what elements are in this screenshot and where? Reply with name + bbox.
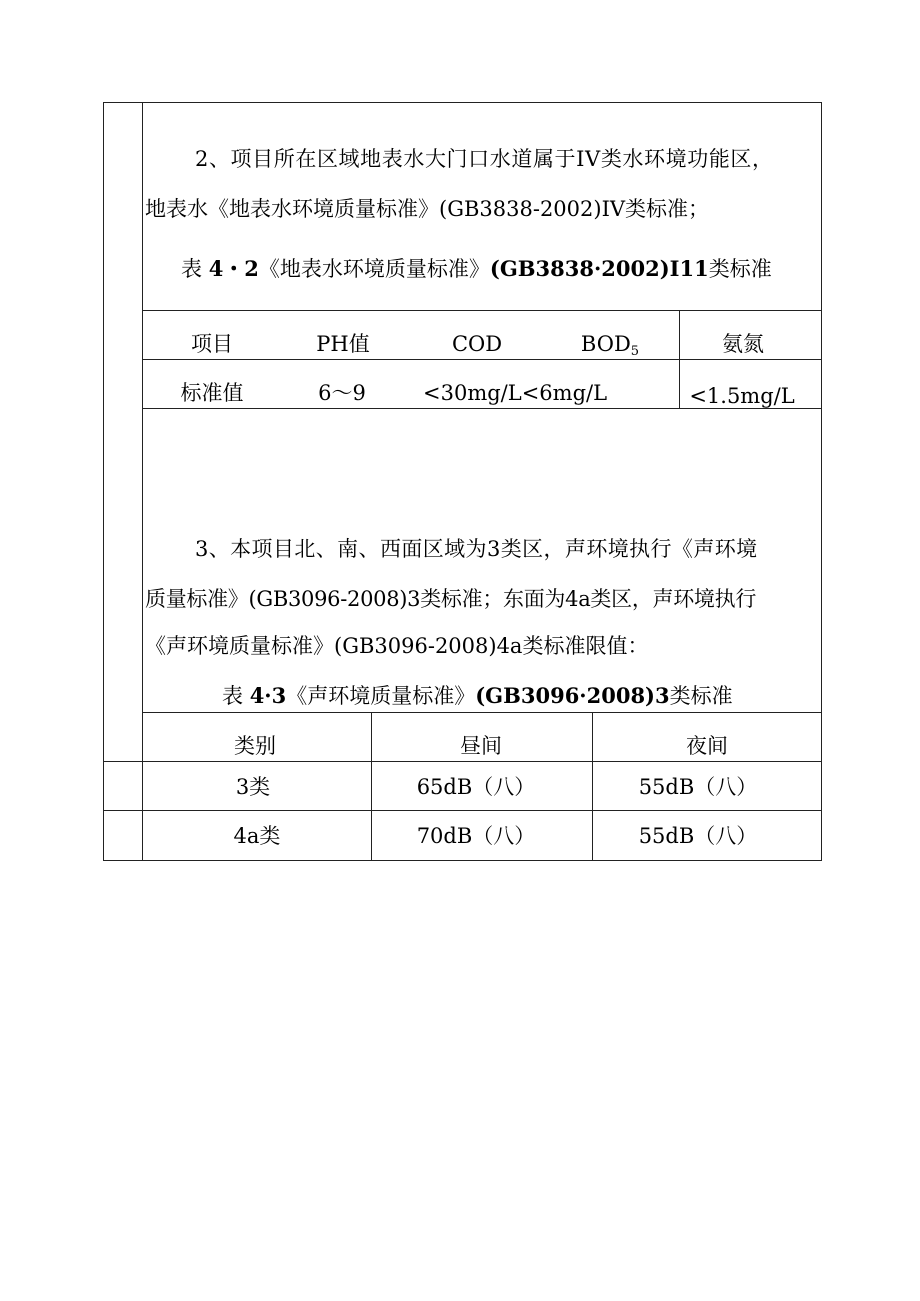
section2-paragraph-line2: 地表水《地表水环境质量标准》(GB3838-2002)IV类标准； bbox=[145, 197, 710, 221]
noise-header-category: 类别 bbox=[234, 734, 276, 758]
noise-table-row-border-1 bbox=[103, 761, 822, 762]
water-table-title bbox=[181, 258, 772, 280]
noise-table-row-border-2 bbox=[103, 810, 822, 811]
noise-table-standard-code: (GB3096·2008)3 bbox=[475, 683, 670, 708]
water-header-bod-subscript: 5 bbox=[630, 344, 640, 359]
water-table-title-name: 《地表水环境质量标准》 bbox=[258, 257, 490, 281]
noise-row-1-nighttime: 55dB（八） bbox=[638, 775, 758, 799]
water-value-ammonia: <1.5mg/L bbox=[689, 384, 795, 408]
noise-table-number: 4·3 bbox=[249, 683, 287, 708]
water-header-item: 项目 bbox=[191, 332, 233, 356]
water-header-cod: COD bbox=[451, 332, 503, 356]
water-header-bod-label: BOD bbox=[580, 332, 631, 356]
noise-row-2-category: 4a类 bbox=[233, 824, 281, 848]
section2-paragraph-line1: 2、项目所在区域地表水大门口水道属于IV类水环境功能区， bbox=[195, 147, 774, 171]
noise-table-title-prefix: 表 bbox=[222, 684, 243, 708]
water-table-number: 4・2 bbox=[208, 256, 259, 281]
water-table-bottom-border bbox=[142, 408, 822, 409]
noise-header-nighttime: 夜间 bbox=[686, 734, 728, 758]
section3-paragraph-line2: 质量标准》(GB3096-2008)3类标准；东面为4a类区，声环境执行 bbox=[145, 587, 757, 611]
water-header-ph: PH值 bbox=[316, 332, 370, 356]
water-table-standard-code: (GB3838·2002)I11 bbox=[489, 256, 709, 281]
water-value-cod-bod: <30mg/L<6mg/L bbox=[423, 381, 608, 405]
noise-table-divider-1 bbox=[371, 712, 372, 861]
water-table-title-prefix: 表 bbox=[181, 257, 202, 281]
noise-table-title-suffix: 类标准 bbox=[669, 684, 733, 708]
water-header-ammonia: 氨氮 bbox=[722, 332, 764, 356]
left-column-divider bbox=[142, 102, 143, 861]
section3-paragraph-line3: 《声环境质量标准》(GB3096-2008)4a类标准限值： bbox=[145, 634, 649, 658]
noise-table-divider-2 bbox=[592, 712, 593, 861]
noise-table-title-name: 《声环境质量标准》 bbox=[286, 684, 476, 708]
noise-row-2-daytime: 70dB（八） bbox=[416, 824, 536, 848]
noise-row-1-category: 3类 bbox=[235, 775, 271, 799]
water-header-bod bbox=[581, 334, 639, 358]
water-table-top-border bbox=[142, 310, 822, 311]
noise-table-top-border bbox=[142, 712, 822, 713]
water-table-row-border bbox=[142, 359, 822, 360]
water-table-title-suffix: 类标准 bbox=[708, 257, 772, 281]
noise-row-2-nighttime: 55dB（八） bbox=[638, 824, 758, 848]
noise-table-title bbox=[222, 685, 733, 707]
noise-header-daytime: 昼间 bbox=[460, 734, 502, 758]
water-row-label: 标准值 bbox=[180, 381, 244, 405]
noise-row-1-daytime: 65dB（八） bbox=[416, 775, 536, 799]
water-value-ph: 6～9 bbox=[318, 381, 366, 405]
section3-paragraph-line1: 3、本项目北、南、西面区域为3类区，声环境执行《声环境 bbox=[195, 537, 758, 561]
